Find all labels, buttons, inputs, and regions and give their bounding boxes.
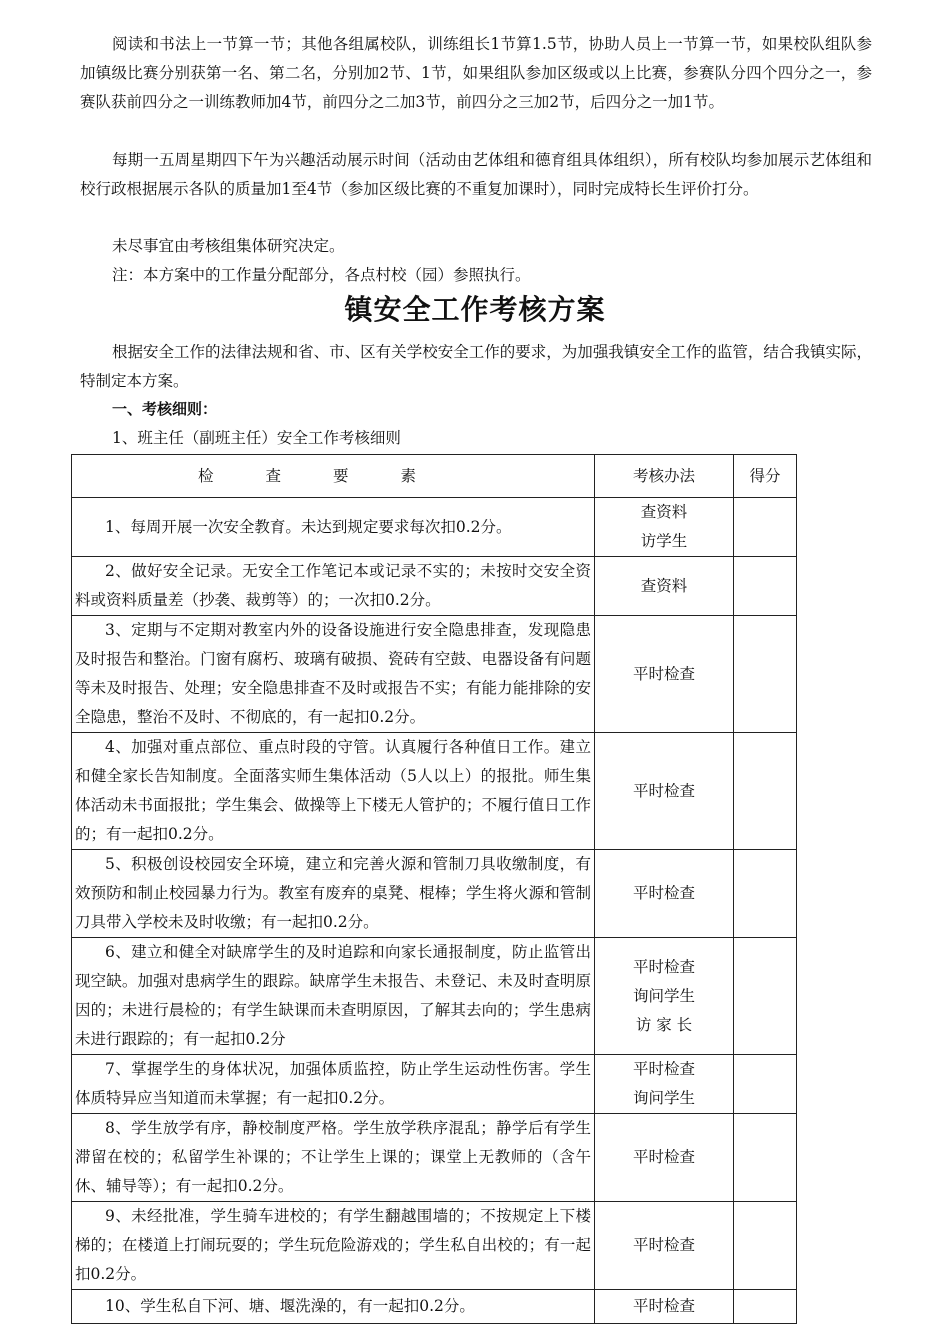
row-score [734,1114,797,1202]
table-row [72,1055,797,1114]
row-score [734,1290,797,1324]
intro-paragraph-3: 未尽事宜由考核组集体研究决定。 [112,237,345,255]
row-item: 4、加强对重点部位、重点时段的守管。认真履行各种值日工作。建立和健全家长告知制度。全面落实师生集体活动（5人以上）的报批。师生集体活动未书面报批；学生集会、做操等上下楼无人管护的；不履行值日工作的；有一起扣0.2分。 [72,733,595,850]
row-score [734,1055,797,1114]
row-score [734,938,797,1055]
header-item: 检查要素 [72,455,595,498]
row-item: 8、学生放学有序，静校制度严格。学生放学秩序混乱；静学后有学生滞留在校的；私留学生补课的；不让学生上课的；课堂上无教师的（含午休、辅导等）；有一起扣0.2分。 [72,1114,595,1202]
row-score [734,1202,797,1290]
row-item: 5、积极创设校园安全环境，建立和完善火源和管制刀具收缴制度，有效预防和制止校园暴力行为。教室有废弃的桌凳、棍棒；学生将火源和管制刀具带入学校未及时收缴；有一起扣0.2分。 [72,850,595,938]
row-method: 平时检查 询问学生 访 家 长 [595,938,734,1055]
row-method: 平时检查 [595,1114,734,1202]
table-row [72,733,797,850]
table-header-row [72,455,797,498]
table-row [72,616,797,733]
table-row [72,850,797,938]
table-row [72,557,797,616]
row-method: 平时检查 [595,1202,734,1290]
header-method: 考核办法 [595,455,734,498]
intro-paragraph-1: 阅读和书法上一节算一节；其他各组属校队，训练组长1节算1.5节，协助人员上一节算一节，如果校队组队参加镇级比赛分别获第一名、第二名，分别加2节、1节，如果组队参加区级或以上比赛，参赛队分四个四分之一，参赛队获前四分之一训练教师加4节，前四分之二加3节，前四分之三加2节，后四分之一加1节。 [80,35,872,111]
row-method: 平时检查 [595,1290,734,1324]
row-item: 7、掌握学生的身体状况，加强体质监控，防止学生运动性伤害。学生体质特异应当知道而未掌握；有一起扣0.2分。 [72,1055,595,1114]
row-method: 平时检查 [595,850,734,938]
row-method: 平时检查 [595,733,734,850]
intro-paragraph-4: 注：本方案中的工作量分配部分，各点村校（园）参照执行。 [112,266,531,284]
row-score [734,850,797,938]
row-item: 2、做好安全记录。无安全工作笔记本或记录不实的；未按时交安全资料或资料质量差（抄袭、裁剪等）的；一次扣0.2分。 [72,557,595,616]
row-score [734,616,797,733]
row-method: 查资料 [595,557,734,616]
row-score [734,733,797,850]
row-method: 平时检查 询问学生 [595,1055,734,1114]
row-method: 平时检查 [595,616,734,733]
row-item: 9、未经批准，学生骑车进校的；有学生翻越围墙的；不按规定上下楼梯的；在楼道上打闹玩耍的；学生玩危险游戏的；学生私自出校的；有一起扣0.2分。 [72,1202,595,1290]
sub-heading: 1、班主任（副班主任）安全工作考核细则 [112,429,401,447]
table-row [72,1290,797,1324]
row-method: 查资料 访学生 [595,498,734,557]
table-row [72,498,797,557]
table-row [72,1202,797,1290]
section-heading: 一、考核细则： [112,400,218,418]
table-row [72,1114,797,1202]
row-item: 10、学生私自下河、塘、堰洗澡的，有一起扣0.2分。 [72,1290,595,1324]
header-score: 得分 [734,455,797,498]
assessment-table [71,454,797,1324]
row-item: 1、每周开展一次安全教育。未达到规定要求每次扣0.2分。 [72,498,595,557]
preamble-paragraph: 根据安全工作的法律法规和省、市、区有关学校安全工作的要求，为加强我镇安全工作的监管，结合我镇实际，特制定本方案。 [80,343,872,390]
table-row [72,938,797,1055]
row-score [734,557,797,616]
document-title: 镇安全工作考核方案 [344,293,606,326]
row-item: 3、定期与不定期对教室内外的设备设施进行安全隐患排查，发现隐患及时报告和整治。门窗有腐朽、玻璃有破损、瓷砖有空鼓、电器设备有问题等未及时报告、处理；安全隐患排查不及时或报告不实；有能力能排除的安全隐患，整治不及时、不彻底的，有一起扣0.2分。 [72,616,595,733]
row-score [734,498,797,557]
intro-paragraph-2: 每期一五周星期四下午为兴趣活动展示时间（活动由艺体组和德育组具体组织），所有校队均参加展示艺体组和校行政根据展示各队的质量加1至4节（参加区级比赛的不重复加课时），同时完成特长生评价打分。 [80,151,872,198]
row-item: 6、建立和健全对缺席学生的及时追踪和向家长通报制度，防止监管出现空缺。加强对患病学生的跟踪。缺席学生未报告、未登记、未及时查明原因的；未进行晨检的；有学生缺课而未查明原因，了解其去向的；学生患病未进行跟踪的；有一起扣0.2分 [72,938,595,1055]
